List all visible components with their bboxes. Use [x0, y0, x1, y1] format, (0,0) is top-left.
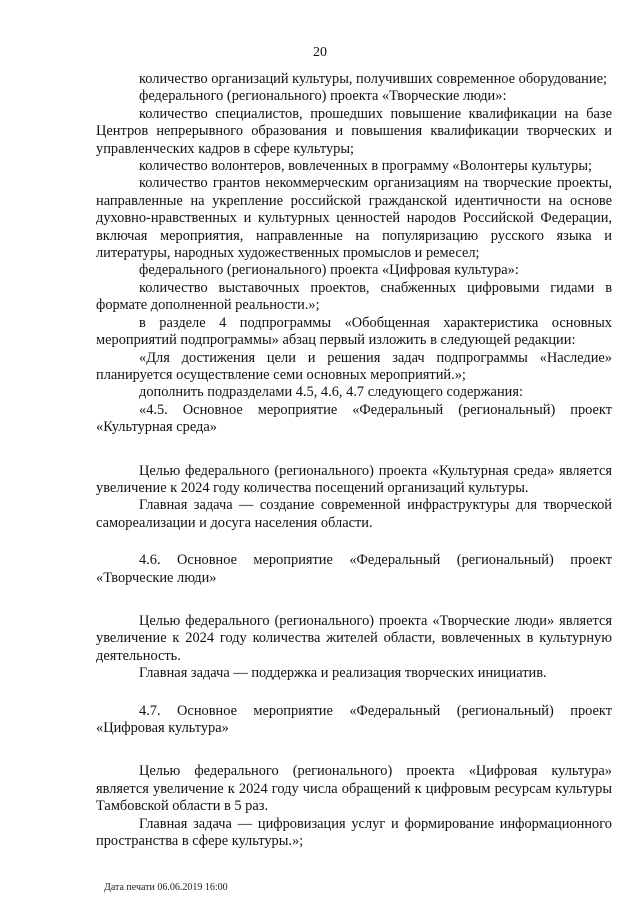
document-body: [96, 71, 612, 850]
paragraph: количество специалистов, прошедших повышение квалификации на базе Центров непрерывного образования и повышения квалификации творческих и управленческих кадров в сфере культуры;: [96, 105, 612, 157]
paragraph: Целью федерального (регионального) проекта «Культурная среда» является увеличение к 2024 году количества посещений организаций культуры.: [96, 462, 612, 496]
spacer: [96, 532, 612, 552]
paragraph: Главная задача — создание современной инфраструктуры для творческой самореализации и досуга населения области.: [96, 497, 612, 531]
paragraph: в разделе 4 подпрограммы «Обобщенная характеристика основных мероприятий подпрограммы» абзац первый изложить в следующей редакции:: [96, 314, 612, 349]
paragraph: Целью федерального (регионального) проекта «Творческие люди» является увеличение к 2024 году количества жителей области, вовлеченных в культурную деятельность.: [96, 612, 612, 664]
spacer: [96, 737, 612, 763]
paragraph: количество выставочных проектов, снабженных цифровыми гидами в формате дополненной реальности.»;: [96, 279, 612, 314]
spacer: [96, 437, 612, 463]
paragraph: количество волонтеров, вовлеченных в программу «Волонтеры культуры;: [139, 158, 593, 175]
section-heading-4-6: 4.6. Основное мероприятие «Федеральный (региональный) проект «Творческие люди»: [96, 552, 612, 586]
paragraph: «Для достижения цели и решения задач подпрограммы «Наследие» планируется осуществление семи основных мероприятий.»;: [96, 349, 612, 383]
paragraph: Главная задача — поддержка и реализация творческих инициатив.: [139, 665, 547, 682]
spacer: [96, 587, 612, 613]
paragraph: количество организаций культуры, получивших современное оборудование;: [139, 71, 607, 87]
paragraph: федерального (регионального) проекта «Цифровая культура»:: [139, 262, 519, 279]
paragraph: Целью федерального (регионального) проекта «Цифровая культура» является увеличение к 2024 году числа обращений к цифровым ресурсам культуры Тамбовской области в 5 раз.: [96, 763, 612, 815]
section-heading-4-7: 4.7. Основное мероприятие «Федеральный (региональный) проект «Цифровая культура»: [96, 702, 612, 736]
print-date: Дата печати 06.06.2019 16:00: [104, 882, 228, 893]
paragraph: количество грантов некоммерческим организациям на творческие проекты, направленные на укрепление российской гражданской идентичности на основе духовно-нравственных и культурных ценностей народов Российской Федерации, включая мероприятия, направленные на популяризацию русского языка и литературы, народных художественных промыслов и ремесел;: [96, 175, 612, 262]
paragraph: Главная задача — цифровизация услуг и формирование информационного пространства в сфере культуры.»;: [96, 815, 612, 850]
paragraph: дополнить подразделами 4.5, 4.6, 4.7 следующего содержания:: [139, 384, 523, 401]
spacer: [96, 683, 612, 703]
section-heading-4-5: «4.5. Основное мероприятие «Федеральный (региональный) проект «Культурная среда»: [96, 401, 612, 436]
paragraph: федерального (регионального) проекта «Творческие люди»:: [139, 88, 507, 105]
page-number: 20: [313, 45, 327, 60]
